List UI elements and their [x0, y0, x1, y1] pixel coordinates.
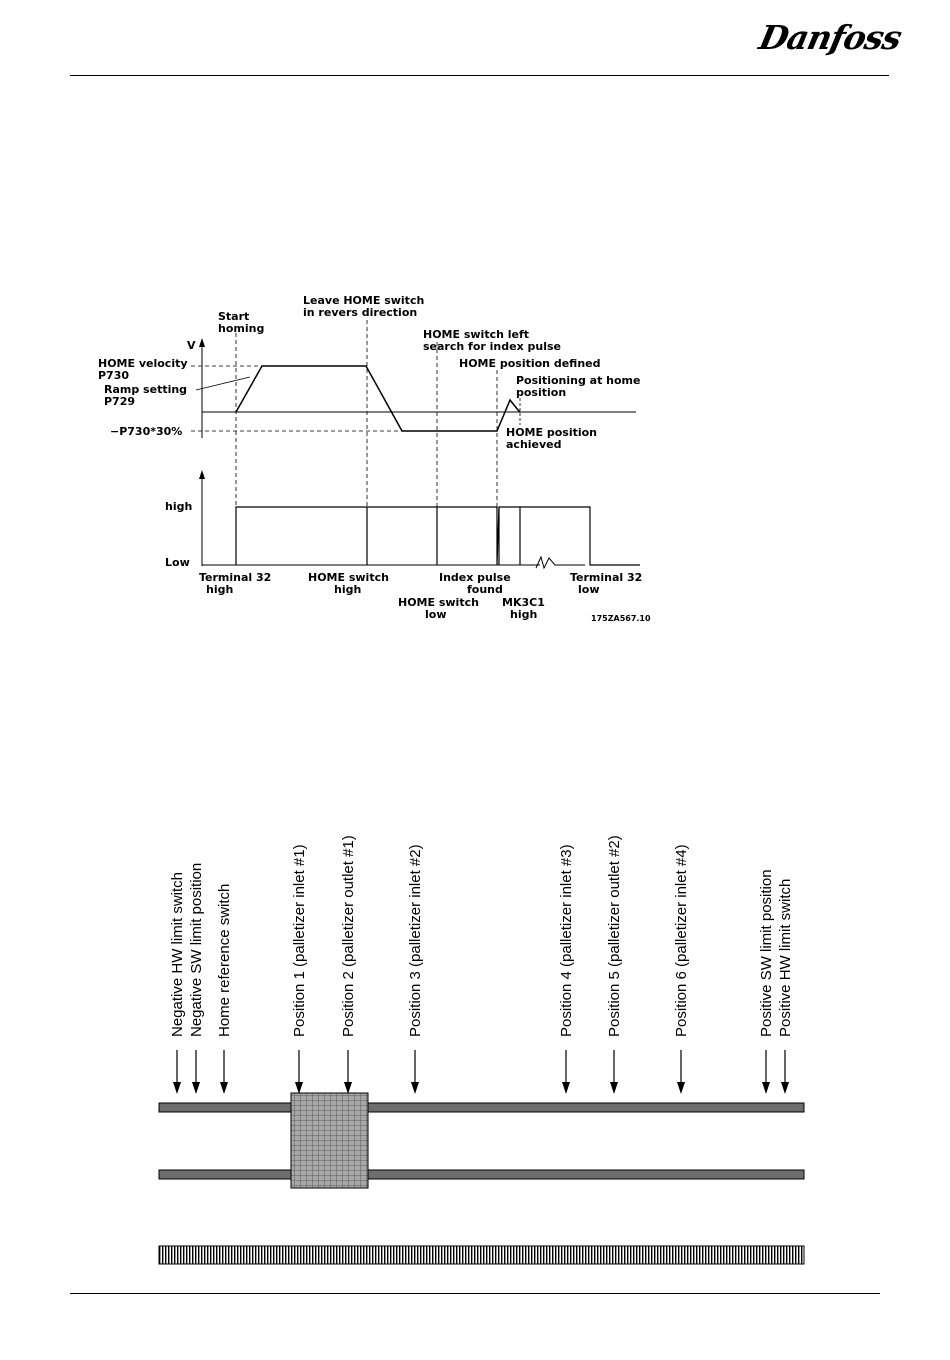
home-switch-high-label-1: HOME switch	[308, 571, 389, 584]
logo-text: Danfoss	[755, 18, 905, 57]
home-switch-low-label-1: HOME switch	[398, 596, 479, 609]
position-arrow-head	[344, 1082, 352, 1094]
velocity-axis-arrow	[199, 338, 205, 347]
svg-text:low	[578, 583, 600, 596]
position-label: Positive HW limit switch	[777, 878, 794, 1037]
home-achieved-label-1: HOME position	[506, 426, 598, 439]
svg-text:high	[165, 500, 192, 513]
ramp-leader	[196, 377, 250, 390]
position-label: Position 1 (palletizer inlet #1)	[291, 844, 308, 1037]
position-label: Position 5 (palletizer outlet #2)	[606, 835, 623, 1037]
signal-axis-arrow	[199, 470, 205, 479]
upper-rail	[159, 1103, 804, 1112]
position-arrow-head	[562, 1082, 570, 1094]
leave-home-label-2: in revers direction	[303, 306, 418, 319]
positioning-home-label-1: Positioning at home	[516, 374, 641, 387]
svg-text:high	[206, 583, 233, 596]
index-pulse-label-1: Index pulse	[439, 571, 511, 584]
position-arrow-head	[220, 1082, 228, 1094]
position-arrow-head	[762, 1082, 770, 1094]
low-level-label: Low	[165, 556, 190, 569]
svg-text:V	[187, 339, 196, 352]
svg-text:homing	[218, 322, 264, 335]
position-label: Position 4 (palletizer inlet #3)	[558, 844, 575, 1037]
position-arrow-head	[411, 1082, 419, 1094]
home-velocity-label-1: HOME velocity	[98, 357, 188, 370]
lower-rail	[159, 1170, 804, 1179]
position-arrow-head	[610, 1082, 618, 1094]
ramp-setting-label-2: P729	[104, 395, 136, 408]
velocity-profile	[236, 366, 520, 431]
position-label: Position 2 (palletizer outlet #1)	[340, 835, 357, 1037]
position-diagram	[0, 800, 950, 1280]
svg-text:low	[425, 608, 447, 621]
position-arrow-head	[295, 1082, 303, 1094]
linear-scale-strip	[159, 1246, 804, 1264]
position-arrow-head	[192, 1082, 200, 1094]
drawing-code: 175ZA567.10	[591, 614, 651, 623]
svg-text:P730	[98, 369, 129, 382]
index-pulse-label-2: found	[467, 583, 503, 596]
mk3c1-label-2: high	[510, 608, 538, 621]
leave-home-label-1: Leave HOME switch	[303, 294, 425, 307]
home-position-defined-label: HOME position defined	[459, 357, 601, 370]
terminal32-low-label-1: Terminal 32	[570, 571, 643, 584]
svg-text:175ZA567.10	[591, 614, 651, 623]
svg-text:Low	[165, 556, 190, 569]
break-mark	[536, 557, 585, 568]
position-label: Position 3 (palletizer inlet #2)	[407, 844, 424, 1037]
neg-velocity-label: −P730*30%	[110, 425, 183, 438]
home-achieved-label-2: achieved	[506, 438, 562, 451]
position-label: Positive SW limit position	[758, 869, 775, 1037]
footer-rule	[70, 1293, 880, 1294]
terminal32-high-label-1: Terminal 32	[199, 571, 272, 584]
svg-text:position	[516, 386, 566, 399]
svg-text:found	[467, 583, 503, 596]
position-arrow-head	[781, 1082, 789, 1094]
svg-text:P729	[104, 395, 135, 408]
home-switch-high-label-2: high	[334, 583, 362, 596]
ramp-setting-label-1: Ramp setting	[104, 383, 188, 396]
position-label: Negative SW limit position	[188, 862, 205, 1037]
home-switch-left-label-1: HOME switch left	[423, 328, 530, 341]
position-arrow-head	[173, 1082, 181, 1094]
terminal32-low-label-2: low	[578, 583, 600, 596]
svg-text:in revers direction	[303, 306, 417, 319]
svg-text:high	[510, 608, 537, 621]
start-homing-label-1: Start	[218, 310, 250, 323]
position-label: Home reference switch	[216, 883, 233, 1037]
svg-text:achieved	[506, 438, 562, 451]
svg-text:−P730*30%	[110, 425, 182, 438]
home-switch-low-label-2: low	[425, 608, 447, 621]
carriage-block	[291, 1093, 368, 1188]
start-homing-label-2: homing	[218, 322, 265, 335]
position-label: Negative HW limit switch	[169, 871, 186, 1037]
home-velocity-label-2: P730	[98, 369, 130, 382]
position-arrow-head	[677, 1082, 685, 1094]
svg-text:search for index pulse	[423, 340, 561, 353]
home-switch-left-label-2: search for index pulse	[423, 340, 561, 353]
svg-text:HOME position defined	[459, 357, 601, 370]
terminal32-high-label-2: high	[206, 583, 234, 596]
high-level-label: high	[165, 500, 193, 513]
svg-text:high	[334, 583, 361, 596]
mk3c1-label-1: MK3C1	[502, 596, 545, 609]
positioning-home-label-2: position	[516, 386, 567, 399]
position-label: Position 6 (palletizer inlet #4)	[673, 844, 690, 1037]
terminal32-trace	[236, 507, 640, 565]
v-axis-label: V	[187, 339, 196, 352]
